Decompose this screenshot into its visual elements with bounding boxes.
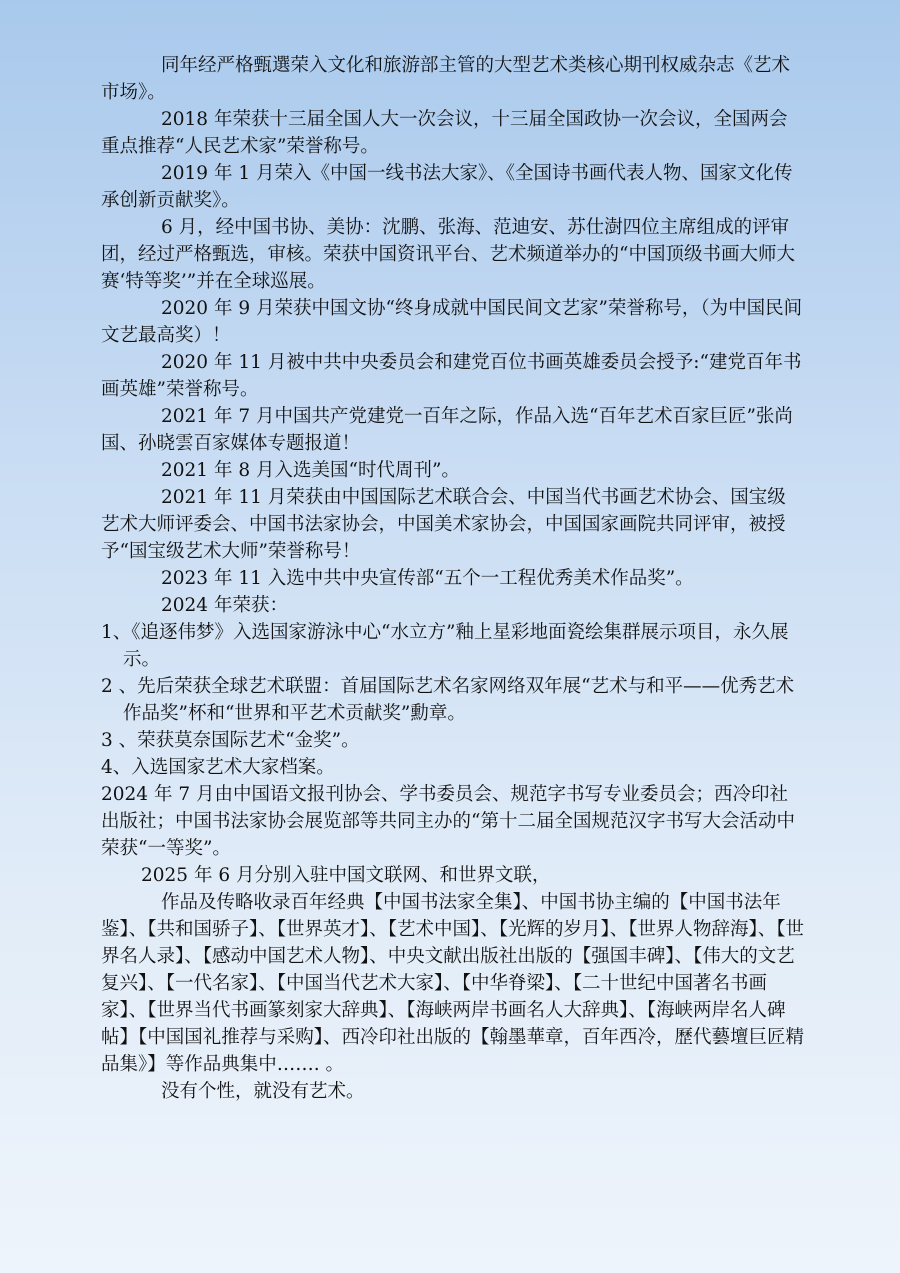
list-item: 1、《追逐伟梦》入选国家游泳中心“水立方”釉上星彩地面瓷绘集群展示项目，永久展示。 — [101, 622, 789, 670]
paragraph: 作品及传略收录百年经典【中国书法家全集】、中国书协主编的【中国书法年鉴】、【共和国骄子】、【世界英才】、【艺术中国】、【光辉的岁月】、【世界人物辞海】、【世界名人录】、【感动中国艺术人物】、中央文献出版社出版的【强国丰碑】、【伟大的文艺复兴】、【一代名家】、【中国当代艺术大家】、【中华脊梁】、【二十世纪中国著名书画家】、【世界当代书画篆刻家大辞典】、【海峡两岸书画名人大辞典】、【海峡两岸名人碑帖】【中国国礼推荐与采购】、西冷印社出版的【翰墨華章，百年西冷，歷代藝壇巨匠精品集》】等作品典集中……. 。 — [101, 892, 805, 1075]
paragraph: 2020 年 9 月荣获中国文协“终身成就中国民间文艺家”荣誉称号，（为中国民间文艺最高奖）！ — [101, 298, 803, 346]
paragraph: 2024 年 7 月由中国语文报刊协会、学书委员会、规范字书写专业委员会；西冷印社出版社；中国书法家协会展览部等共同主办的“第十二届全国规范汉字书写大会活动中荣获“一等奖”。 — [101, 784, 795, 859]
paragraph: 2021 年 8 月入选美国“时代周刊”。 — [161, 460, 460, 481]
paragraph: 同年经严格甄選荣入文化和旅游部主管的大型艺术类核心期刊权威杂志《艺术市场》。 — [101, 55, 791, 103]
closing-line: 没有个性，就没有艺术。 — [161, 1081, 365, 1102]
paragraph: 2024 年荣获： — [161, 595, 288, 616]
paragraph: 6 月，经中国书协、美协：沈鹏、张海、范迪安、苏仕澍四位主席组成的评审团，经过严格甄选，审核。荣获中国资讯平台、艺术频道举办的“中国顶级书画大师大赛‘特等奖’”并在全球巡展。 — [101, 217, 795, 292]
list-item: 4、入选国家艺术大家档案。 — [101, 757, 335, 778]
paragraph: 2019 年 1 月荣入《中国一线书法大家》、《全国诗书画代表人物、国家文化传承创新贡献奖》。 — [101, 163, 793, 211]
paragraph: 2025 年 6 月分别入驻中国文联网、和世界文联， — [141, 865, 551, 886]
list-item: 3 、荣获莫奈国际艺术“金奖”。 — [101, 730, 360, 751]
paragraph: 2021 年 11 月荣获由中国国际艺术联合会、中国当代书画艺术协会、国宝级艺术大师评委会、中国书法家协会，中国美术家协会，中国国家画院共同评审，被授予“国宝级艺术大师”荣誉称号！ — [101, 487, 786, 562]
paragraph: 2021 年 7 月中国共产党建党一百年之际，作品入选“百年艺术百家巨匠”张尚国、孙晓雲百家媒体专题报道！ — [101, 406, 793, 454]
paragraph: 2023 年 11 入选中共中央宣传部“五个一工程优秀美术作品奖”。 — [161, 568, 694, 589]
list-item: 2 、先后荣获全球艺术联盟：首届国际艺术名家网络双年展“艺术与和平——优秀艺术作品奖”杯和“世界和平艺术贡献奖”勳章。 — [101, 676, 795, 724]
paragraph: 2018 年荣获十三届全国人大一次会议，十三届全国政协一次会议，全国两会重点推荐“人民艺术家”荣誉称号。 — [101, 109, 788, 157]
paragraph: 2020 年 11 月被中共中央委员会和建党百位书画英雄委员会授予:“建党百年书画英雄”荣誉称号。 — [101, 352, 802, 400]
